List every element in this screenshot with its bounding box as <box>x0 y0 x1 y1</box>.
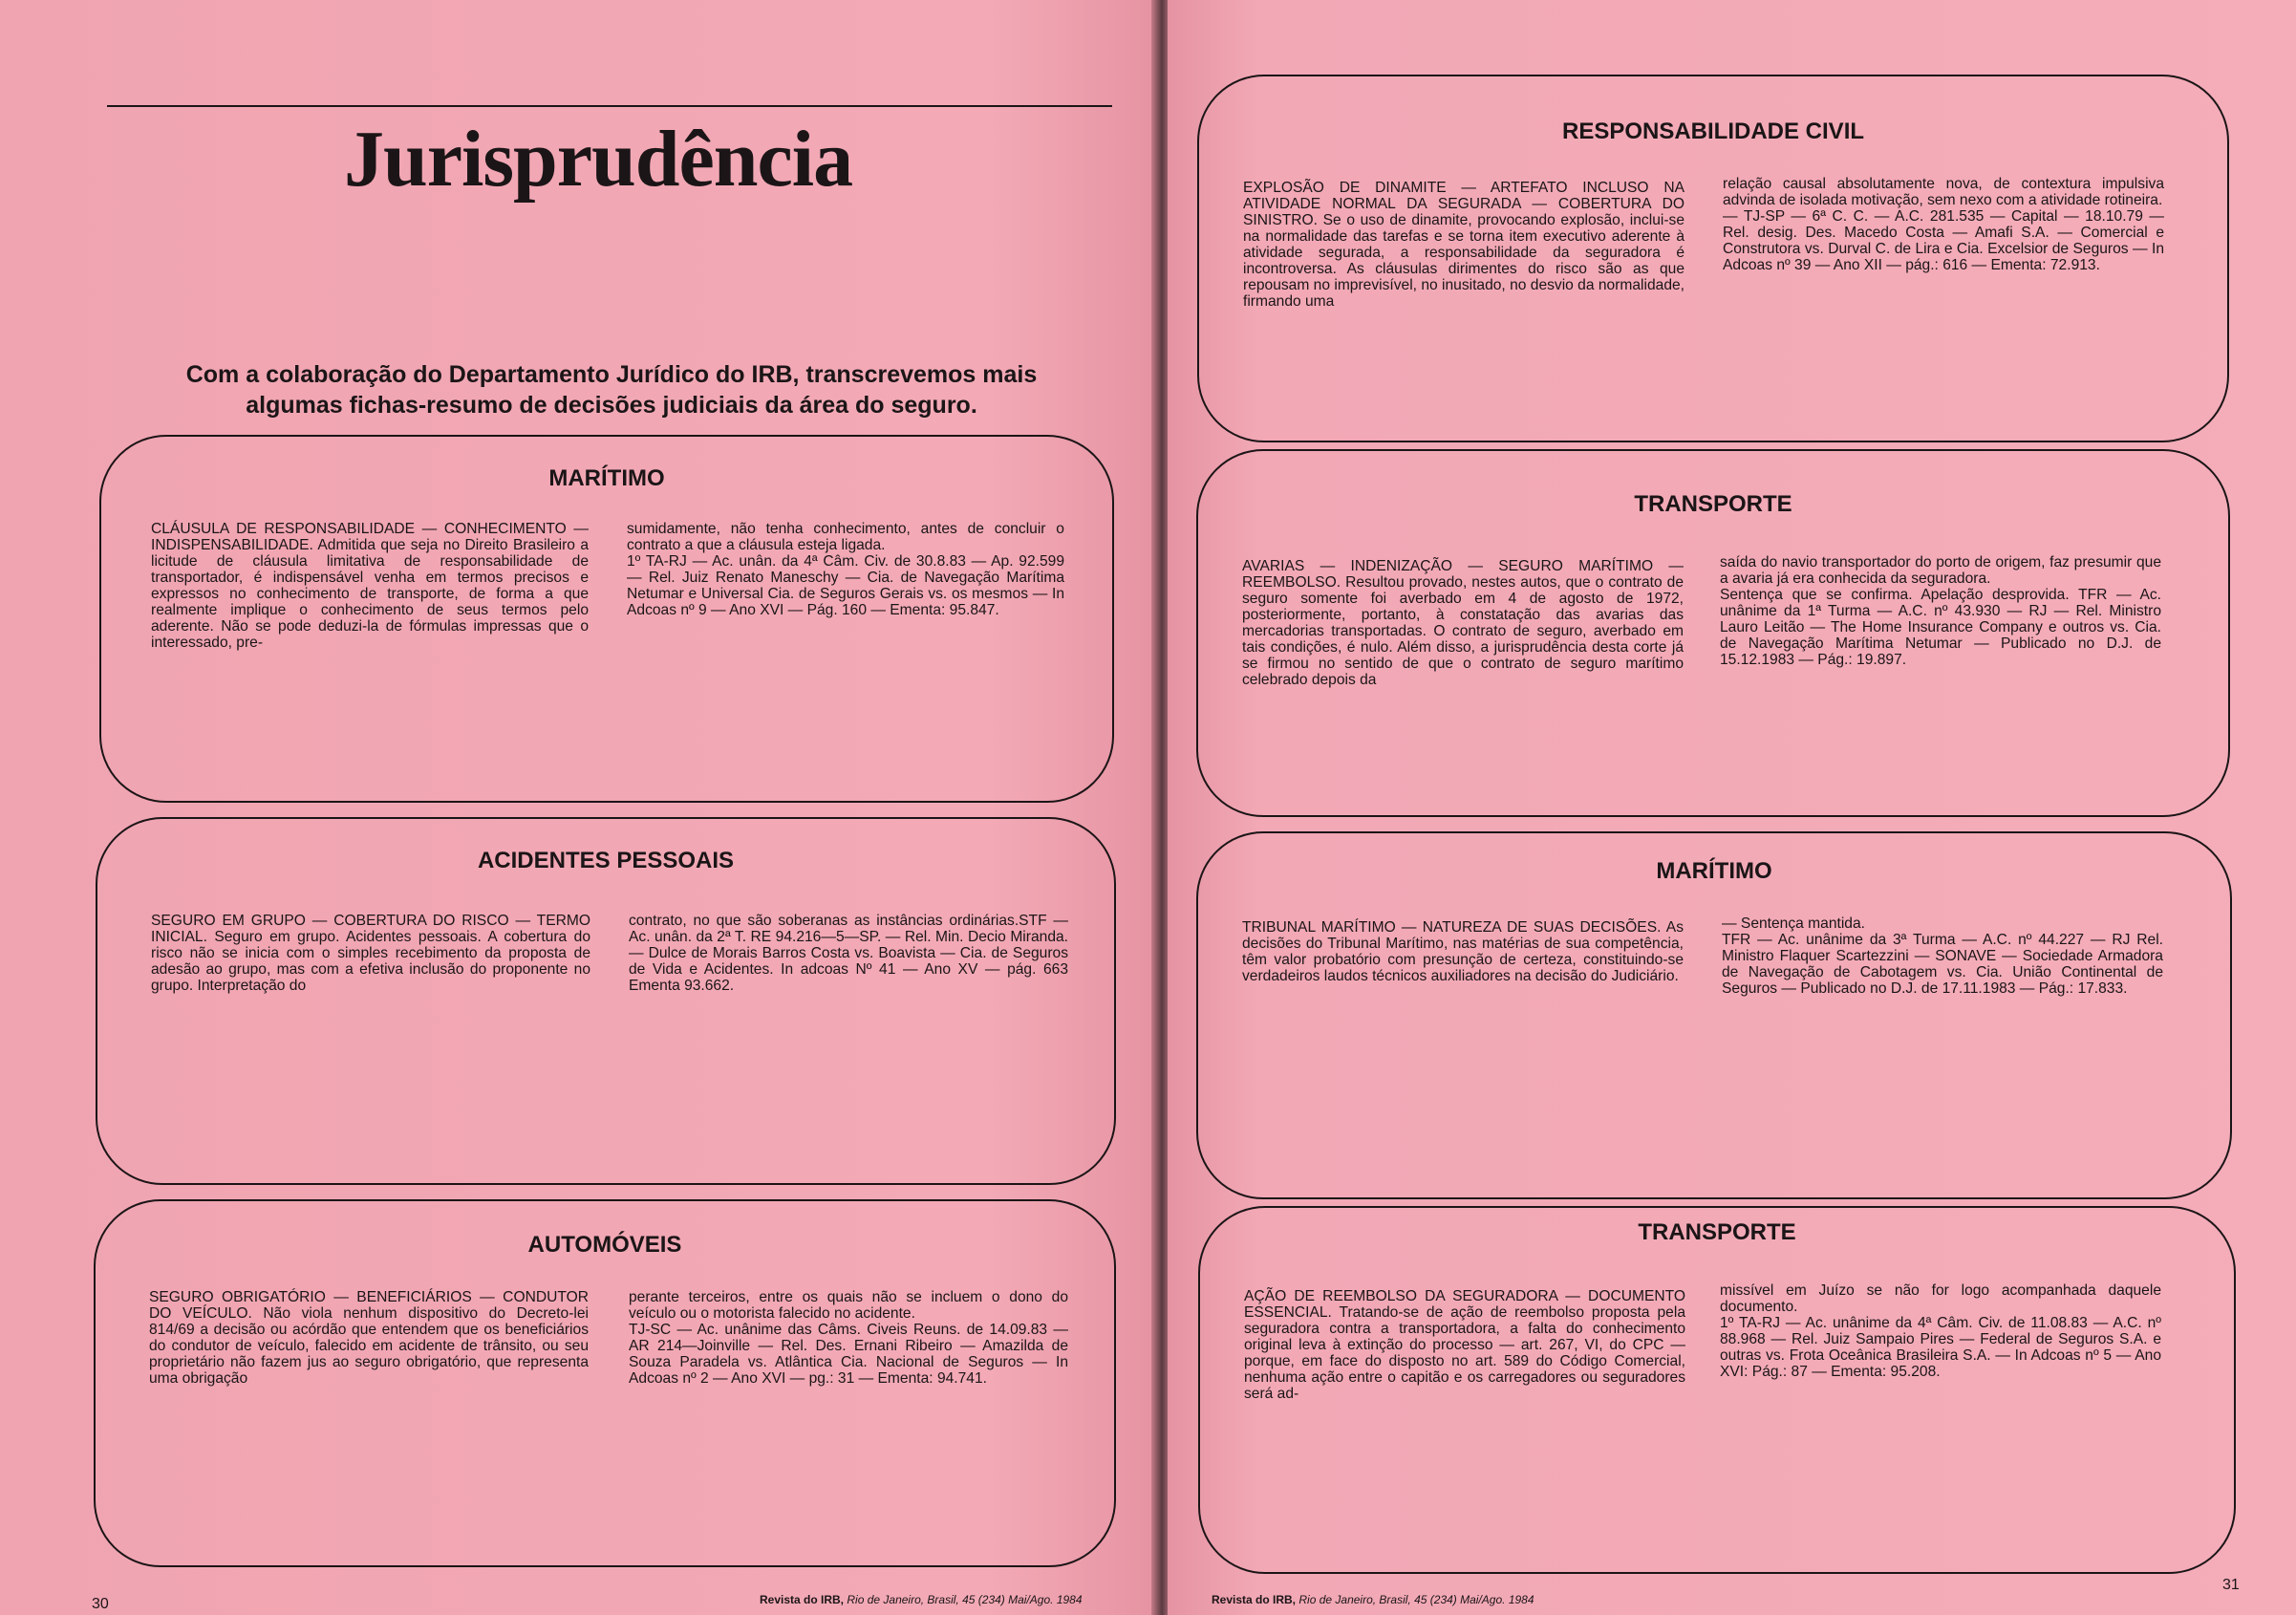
case-citation: saída do navio transportador do porto de origem, faz presumir que a avaria já era conhecida da seguradora. Sentença que se confirma. Apelação desprovida. TFR — Ac. unânime da 1ª Turma — A.C. nº 43.930 — RJ — Rel. Ministro Lauro Leitão — The Home Insurance Company e outros vs. Cia. de Navegação Marítima Netumar — Publicado no D.J. de 15.12.1983 — Pág.: 19.897. <box>1720 554 2161 668</box>
page-number-right: 31 <box>2222 1577 2240 1593</box>
case-summary: AVARIAS — INDENIZAÇÃO — SEGURO MARÍTIMO — REEMBOLSO. Resultou provado, nestes autos, que o contrato de seguro somente foi averbado em 4 de agosto de 1972, posteriormente, portanto, à constatação das avarias das mercadorias transportadas. O contrato de seguro, averbado em tais condições, é nulo. Além disso, a jurisprudência desta corte já se firmou no sentido de que o contrato de seguro marítimo celebrado depois da <box>1242 558 1684 688</box>
case-citation: perante terceiros, entre os quais não se incluem o dono do veículo ou o motorista falecido no acidente. TJ-SC — Ac. unânime das Câms. Civeis Reuns. de 14.09.83 — AR 214—Joinville — Rel. Des. Ernani Ribeiro — Amazilda de Souza Paradela vs. Atlântica Cia. Nacional de Seguros — In Adcoas nº 2 — Ano XVI — pg.: 31 — Ementa: 94.741. <box>629 1289 1068 1387</box>
card-title: AUTOMÓVEIS <box>527 1232 682 1258</box>
case-citation: missível em Juízo se não for logo acompanhada daquele documento. 1º TA-RJ — Ac. unânime da 4ª Câm. Civ. de 11.08.83 — A.C. nº 88.968 — Rel. Juiz Sampaio Pires — Federal de Seguros S.A. e outras vs. Frota Oceânica Brasileira S.A. — In Adcoas nº 5 — Ano XVI: Pág.: 87 — Ementa: 95.208. <box>1720 1282 2161 1380</box>
case-citation: sumidamente, não tenha conhecimento, antes de concluir o contrato a que a cláusula esteja ligada. 1º TA-RJ — Ac. unân. da 4ª Câm. Civ. de 30.8.83 — Ap. 92.599 — Rel. Juiz Renato Maneschy — Cia. de Navegação Marítima Netumar e Universal Cia. de Seguros Gerais vs. os mesmos — In Adcoas nº 9 — Ano XVI — Pág. 160 — Ementa: 95.847. <box>627 521 1064 618</box>
case-card-transporte-1 <box>1196 449 2230 817</box>
journal-imprint: Rio de Janeiro, Brasil, 45 (234) Mai/Ago. 1984 <box>1298 1593 1534 1606</box>
case-card-maritimo-2 <box>1196 831 2232 1199</box>
case-summary: AÇÃO DE REEMBOLSO DA SEGURADORA — DOCUMENTO ESSENCIAL. Tratando-se de ação de reembolso proposta pela seguradora contra a transportadora, a falta do conhecimento original leva à extinção do processo — art. 267, VI, do CPC — porque, em face do disposto no art. 589 do Código Comercial, nenhuma ação entre o capitão e os carregadores ou seguradores será ad- <box>1244 1288 1685 1402</box>
card-title: MARÍTIMO <box>1656 858 1772 884</box>
card-title: TRANSPORTE <box>1638 1219 1796 1245</box>
header-rule <box>107 105 1112 107</box>
case-summary: TRIBUNAL MARÍTIMO — NATUREZA DE SUAS DECISÕES. As decisões do Tribunal Marítimo, nas matérias de sua competência, têm valor probatório com presunção de certeza, constituindo-se verdadeiros laudos técnicos auxiliadores na decisão do Judiciário. <box>1242 919 1684 984</box>
journal-footer-right <box>1212 1593 1534 1606</box>
journal-name: Revista do IRB, <box>1212 1593 1297 1606</box>
case-summary: SEGURO EM GRUPO — COBERTURA DO RISCO — TERMO INICIAL. Seguro em grupo. Acidentes pessoais. A cobertura do risco não se inicia com o simples recebimento da proposta de adesão ao grupo, mas com a efetiva inclusão do proponente no grupo. Interpretação do <box>151 913 590 994</box>
journal-imprint: Rio de Janeiro, Brasil, 45 (234) Mai/Ago. 1984 <box>847 1593 1083 1606</box>
journal-name: Revista do IRB, <box>760 1593 845 1606</box>
card-title: MARÍTIMO <box>548 465 665 491</box>
card-title: TRANSPORTE <box>1634 491 1792 517</box>
case-citation: relação causal absolutamente nova, de contextura impulsiva advinda de isolada motivação, sem nexo com a atividade rotineira. — TJ-SP — 6ª C. C. — A.C. 281.535 — Capital — 18.10.79 — Rel. desig. Des. Macedo Costa — Amafi S.A. — Comercial e Construtora vs. Durval C. de Lira e Cia. Excelsior de Seguros — In Adcoas nº 39 — Ano XII — pág.: 616 — Ementa: 72.913. <box>1723 176 2164 273</box>
intro-text: Com a colaboração do Departamento Jurídico do IRB, transcrevemos mais algumas fichas-resumo de decisões judiciais da área do seguro. <box>185 361 1038 419</box>
case-summary: CLÁUSULA DE RESPONSABILIDADE — CONHECIMENTO — INDISPENSABILIDADE. Admitida que seja no Direito Brasileiro a licitude de cláusula limitativa de responsabilidade de transportador, é indispensável venha em termos precisos e expressos no conhecimento de transporte, de forma a que realmente implique o conhecimento de seus termos pelo aderente. Não se pode deduzi-la de fórmulas impressas que o interessado, pre- <box>151 521 589 651</box>
case-card-maritimo-1 <box>99 435 1114 803</box>
page-title: Jurisprudência <box>344 115 853 204</box>
case-citation: contrato, no que são soberanas as instâncias ordinárias.STF — Ac. unân. da 2ª T. RE 94.216—5—SP. — Rel. Min. Decio Miranda. — Dulce de Morais Barros Costa vs. Boavista — Cia. de Seguros de Vida e Acidentes. In adcoas Nº 41 — Ano XV — pág. 663 Ementa 93.662. <box>629 913 1068 994</box>
card-title: RESPONSABILIDADE CIVIL <box>1561 118 1865 144</box>
case-card-responsabilidade-civil <box>1197 75 2229 442</box>
case-card-transporte-2 <box>1198 1206 2236 1574</box>
page-number-left: 30 <box>92 1596 109 1612</box>
card-title: ACIDENTES PESSOAIS <box>477 848 735 873</box>
case-citation: — Sentença mantida. TFR — Ac. unânime da 3ª Turma — A.C. nº 44.227 — RJ Rel. Ministro Flaquer Scartezzini — SONAVE — Sociedade Armadora de Navegação de Cabotagem vs. Cia. União Continental de Seguros — Publicado no D.J. de 17.11.1983 — Pág.: 17.833. <box>1722 915 2163 997</box>
right-page <box>1168 0 2296 1615</box>
case-summary: SEGURO OBRIGATÓRIO — BENEFICIÁRIOS — CONDUTOR DO VEÍCULO. Não viola nenhum dispositivo do Decreto-lei 814/69 a decisão ou acórdão que entendem que os beneficiários do condutor de veículo, falecido em acidente de trânsito, ou seu proprietário não fazem jus ao seguro obrigatório, que representa uma obrigação <box>149 1289 589 1387</box>
case-card-acidentes-pessoais <box>96 817 1116 1185</box>
journal-footer-left <box>760 1593 1083 1606</box>
case-card-automoveis <box>94 1199 1116 1567</box>
case-summary: EXPLOSÃO DE DINAMITE — ARTEFATO INCLUSO NA ATIVIDADE NORMAL DA SEGURADA — COBERTURA DO SINISTRO. Se o uso de dinamite, provocando explosão, inclui-se na normalidade das tarefas e se torna item executivo aderente à atividade segurada, a responsabilidade da seguradora é incontroversa. As cláusulas dirimentes do risco são as que repousam no imprevisível, no inusitado, no desvio da normalidade, firmando uma <box>1243 180 1685 310</box>
